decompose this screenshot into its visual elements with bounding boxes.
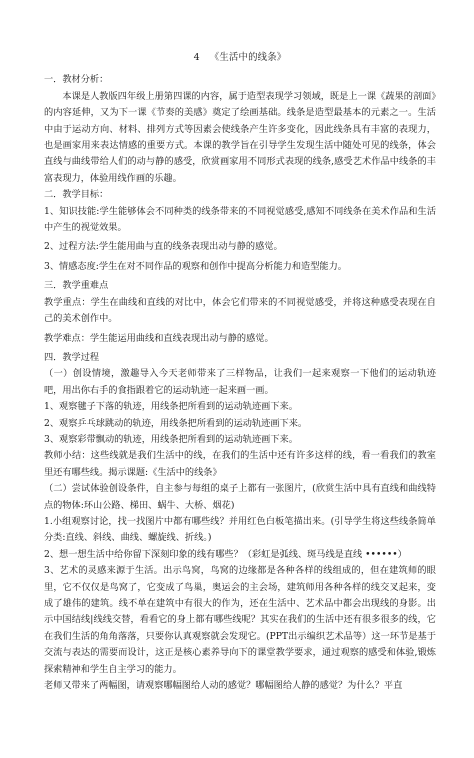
section-heading-goals: 二．教学目标： bbox=[44, 189, 109, 201]
goal-item-3: 3、情感态度:学生在对不同作品的观察和创作中提高分析能力和造型能力。 bbox=[44, 260, 347, 272]
document-page bbox=[44, 50, 436, 694]
observation-item-3: 3、观察彩带飘动的轨迹，用线条把所看到的运动轨迹画下来。 bbox=[44, 433, 298, 445]
section-heading-key-points: 三．教学重难点 bbox=[44, 280, 109, 292]
goal-item-2: 2、过程方法:学生能用曲与直的线条表现出动与静的感觉。 bbox=[44, 241, 283, 253]
key-point-paragraph: 教学重点：学生在曲线和直线的对比中，体会它们带来的不同视觉感受，并将这种感受表现在自己的美术创作中。 bbox=[44, 296, 436, 325]
section-heading-process: 四．教学过程 bbox=[44, 351, 100, 363]
teacher-summary: 教师小结：这些线就是我们生活中的线，在我们的生活中还有许多这样的线，看一看我们的教室里还有哪些线。揭示课题:《生活中的线条》 bbox=[44, 450, 436, 478]
goal-item-1: 1、知识技能:学生能够体会不同种类的线条带来的不同视觉感受,感知不同线条在美术作品和生活中产生的视觉效果。 bbox=[44, 205, 436, 234]
section-heading-analysis: 一．教材分析： bbox=[44, 74, 109, 86]
task-item-3: 3、艺术的灵感来源于生活。出示鸟窝，鸟窝的边缘都是各种各样的线组成的，但在建筑师的眼里，它不仅仅是鸟窝了，它变成了鸟巢，奥运会的主会场，建筑师用各种各样的线交叉起来，变成了雄伟的建筑。线不单在建筑中有很大的作为，还在生活中、艺术品中都会出现线的身影。出示中国结线|线线交替，看看它的身上都有哪些线呢？其实在我们的生活中还有很多很多的线，它在我们生活的角角落落，只要你认真观察就会发现它。(PPT出示编织艺术品等）这一环节是基于交流与表达的需要而设计，这正是核心素养导向下的课堂教学要求，通过观察的感受和体验,锻炼探索精神和学生自主学习的能力。 bbox=[44, 565, 436, 675]
analysis-paragraph: 本课是人教版四年级上册第四课的内容，属于造型表现学习领域，既是上一课《蔬果的剖面》的内容延伸，又为下一课《节奏的美感》奠定了绘画基础。线条是造型最基本的元素之一。生活中由于运动方向、材料、排列方式等因素会使线条产生许多变化，因此线条具有丰富的表现力，也是画家用来表达情感的重要方式。本课的教学旨在引导学生发现生活中随处可见的线条，体会直线与曲线带给人们的动与静的感受，欣赏画家用不同形式表现的线条,感受艺术作品中线条的丰富表现力，体验用线作画的乐趣。 bbox=[44, 90, 436, 184]
title-number: 4 bbox=[193, 52, 200, 63]
final-paragraph: 老师又带来了两幅图，请观察哪幅图给人动的感觉？哪幅图给人静的感觉？为什么？平直 bbox=[44, 680, 403, 692]
process-step-2: （二）尝试体验创设条件，自主参与每组的桌子上都有一张图片，(欣赏生活中具有直线和曲线特点的物体:环山公路、梯田、蜗牛、大桥、烟花) bbox=[44, 483, 436, 511]
title-text: 《生活中的线条》 bbox=[209, 52, 287, 63]
observation-item-2: 2、观察乒乓球跳动的轨迹，用线条把所看到的运动轨迹画下来。 bbox=[44, 417, 308, 429]
page-title bbox=[44, 50, 436, 66]
process-step-1: （一）创设情境，激趣导入今天老师带来了三样物品，让我们一起来观察一下他们的运动轨迹吧，用出你右手的食指跟着它的运动轨迹一起来画一画。 bbox=[44, 368, 436, 396]
task-item-1: 1.小组观察讨论，找一找图片中都有哪些线？并用红色白板笔描出来。(引导学生将这些线条简单分类:直线、斜线、曲线、螺旋线、折线。) bbox=[44, 515, 436, 544]
difficulty-paragraph: 教学难点：学生能运用曲线和直线表现出动与静的感觉。 bbox=[44, 332, 274, 344]
task-item-2: 2、想一想生活中给你留下深刻印象的线有哪些？（彩虹是弧线、斑马线是直线 ••••••） bbox=[44, 548, 407, 560]
observation-item-1: 1、观察毽子下落的轨迹，用线条把所看到的运动轨迹画下来。 bbox=[44, 401, 298, 413]
